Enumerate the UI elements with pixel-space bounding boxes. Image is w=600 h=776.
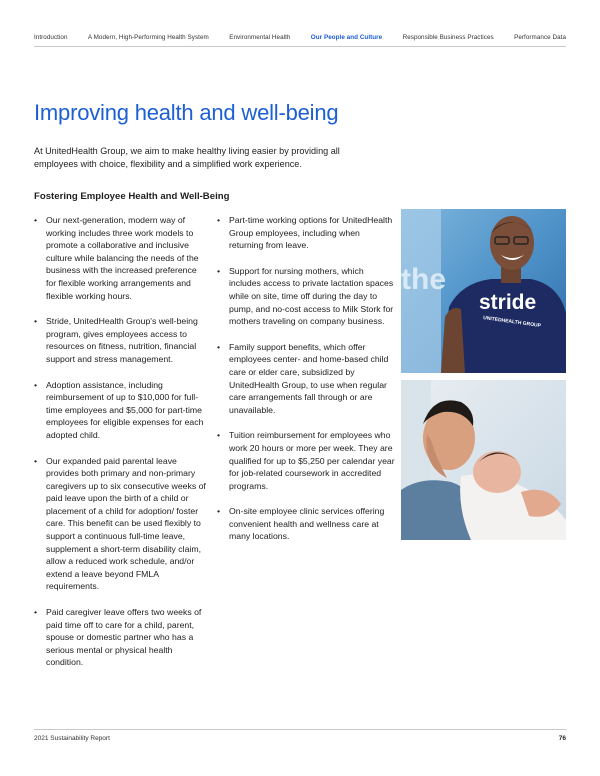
list-item <box>217 505 395 543</box>
page-number: 76 <box>558 735 566 742</box>
list-item-text: Our next-generation, modern way of working includes three work models to promote a collaborative and inclusive culture while balancing the needs of the business with the increased preference for flexible working arrangements and flexible working hours. <box>46 215 199 301</box>
list-item-text: Family support benefits, which offer employees center- and home-based child care or elder care, subsidized by UnitedHealth Group, to use when regular care arrangements fall through or are unavailable. <box>229 341 389 415</box>
parent-newborn-illustration <box>401 380 566 540</box>
list-item <box>34 379 209 442</box>
nav-item-business-practices[interactable]: Responsible Business Practices <box>402 34 494 41</box>
stride-employee-illustration <box>401 209 566 373</box>
bullet-icon: • <box>34 379 38 390</box>
footer-divider <box>34 729 566 730</box>
list-item <box>217 429 395 492</box>
list-item-text: Adoption assistance, including reimbursement of up to $10,000 for full-time employees and $5,000 for part-time employees for eligible expenses for each adopted child. <box>46 379 204 440</box>
bullet-icon: • <box>34 215 38 225</box>
list-item-text: Stride, UnitedHealth Group's well-being program, gives employees access to resources on fitness, nutrition, financial support and stress management. <box>46 316 198 364</box>
list-item <box>34 606 209 669</box>
list-item <box>34 214 209 302</box>
list-item <box>217 265 395 328</box>
list-item-text: Paid caregiver leave offers two weeks of paid time off to care for a child, parent, spouse or domestic partner who has a serious mental or physical health condition. <box>46 607 202 668</box>
bullet-icon: • <box>217 265 221 276</box>
bullet-icon: • <box>34 316 38 327</box>
page-title: Improving health and well-being <box>34 100 339 125</box>
bullet-icon: • <box>34 607 38 618</box>
nav-divider <box>34 46 566 47</box>
nav-item-people-culture[interactable]: Our People and Culture <box>310 34 383 41</box>
list-item-text: Tuition reimbursement for employees who work 20 hours or more per week. They are qualified for up to $5,250 per calendar year for job-related coursework in accredited programs. <box>229 430 395 491</box>
parent-newborn-photo <box>401 380 566 540</box>
bullet-icon: • <box>217 341 221 352</box>
list-item <box>217 341 395 417</box>
benefits-list-left <box>34 214 209 682</box>
stride-employee-photo <box>401 209 566 373</box>
top-nav <box>34 34 566 41</box>
section-heading: Fostering Employee Health and Well-Being <box>34 191 230 202</box>
nav-item-introduction[interactable]: Introduction <box>34 34 68 41</box>
nav-item-environmental-health[interactable]: Environmental Health <box>229 34 291 41</box>
list-item <box>217 214 395 252</box>
nav-item-health-system[interactable]: A Modern, High-Performing Health System <box>87 34 209 41</box>
list-item <box>34 315 209 365</box>
list-item-text: Our expanded paid parental leave provides both primary and non-primary caregivers up to six consecutive weeks of paid leave upon the birth of a child or placement of a child for adoption/ foster care. This benefit can be used flexibly to support a continuous full-time leave, supplement a short-term disability claim, allow a reduced work schedule, and/or extend a leave beyond FMLA requirements. <box>46 455 206 592</box>
list-item <box>34 455 209 594</box>
shirt-logo-text: stride <box>479 291 537 314</box>
list-item-text: On-site employee clinic services offering convenient health and wellness care at many locations. <box>229 506 385 542</box>
list-item-text: Support for nursing mothers, which includes access to private lactation spaces while on site, time off during the day to pump, and no-cost access to Milk Stork for mothers traveling on company business. <box>229 265 394 327</box>
nav-item-performance-data[interactable]: Performance Data <box>514 34 566 41</box>
bullet-icon: • <box>34 455 38 466</box>
list-item-text: Part-time working options for UnitedHealth Group employees, including when returning from leave. <box>229 215 393 251</box>
bullet-icon: • <box>217 430 221 441</box>
footer-report-title: 2021 Sustainability Report <box>34 735 110 742</box>
benefits-list-right <box>217 214 395 556</box>
intro-paragraph: At UnitedHealth Group, we aim to make healthy living easier by providing all employees with choice, flexibility and a simplified work experience. <box>34 146 340 170</box>
shirt-subtext: UNITEDHEALTH GROUP <box>482 315 542 330</box>
bullet-icon: • <box>217 506 221 517</box>
bullet-icon: • <box>217 215 221 225</box>
sign-text: the <box>401 263 446 296</box>
